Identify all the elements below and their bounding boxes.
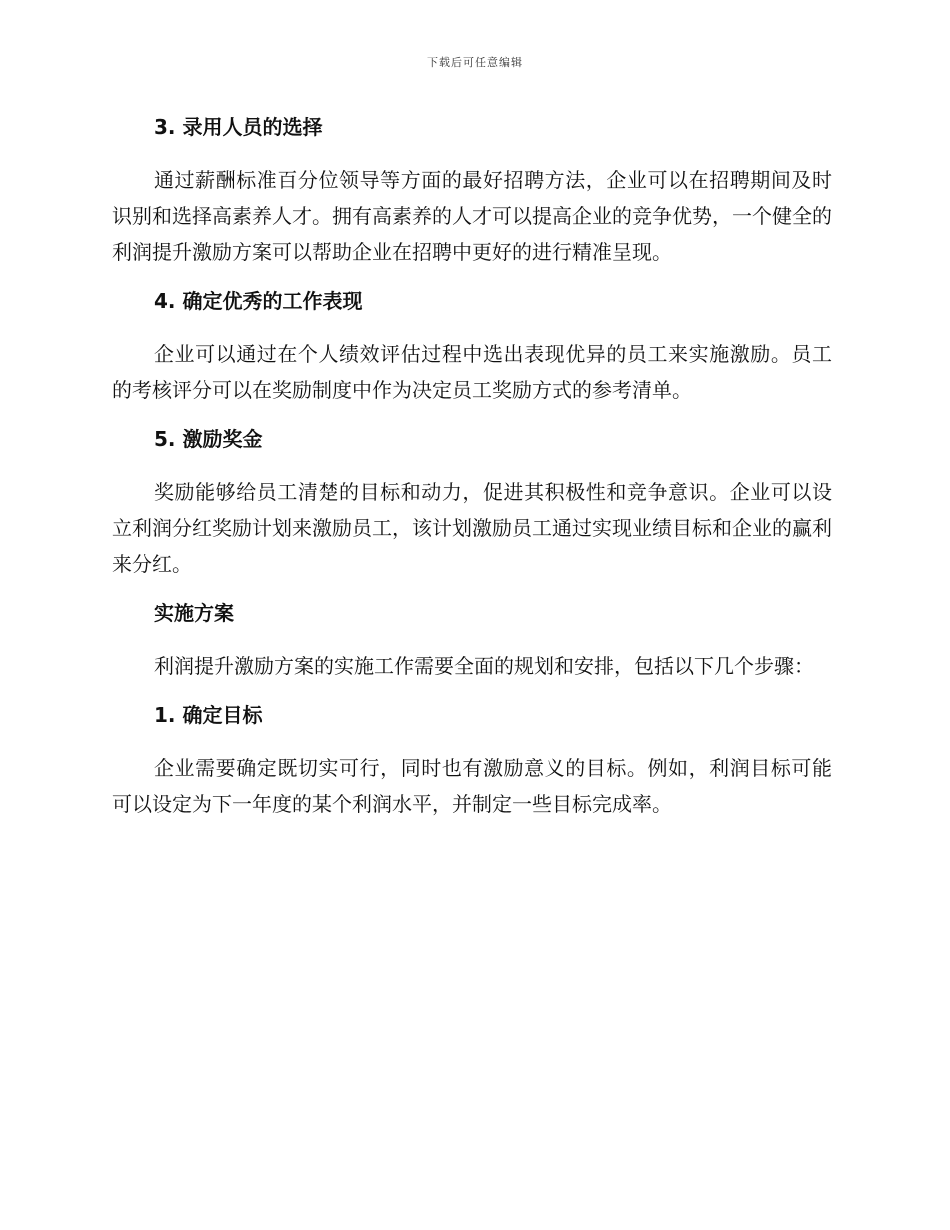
section-heading: 实施方案: [154, 601, 234, 625]
section-paragraph: 企业需要确定既切实可行，同时也有激励意义的目标。例如，利润目标可能可以设定为下一年度的某个利润水平，并制定一些目标完成率。: [112, 756, 832, 816]
page-header: 下载后可任意编辑: [427, 56, 523, 69]
section-heading: 5. 激励奖金: [154, 427, 263, 451]
section-heading: 3. 录用人员的选择: [154, 115, 323, 139]
document-body: [112, 110, 832, 822]
section-paragraph: 奖励能够给员工清楚的目标和动力，促进其积极性和竞争意识。企业可以设立利润分红奖励计划来激励员工，该计划激励员工通过实现业绩目标和企业的赢利来分红。: [112, 480, 832, 576]
section-paragraph: 利润提升激励方案的实施工作需要全面的规划和安排，包括以下几个步骤：: [154, 654, 814, 678]
section-paragraph: 企业可以通过在个人绩效评估过程中选出表现优异的员工来实施激励。员工的考核评分可以在奖励制度中作为决定员工奖励方式的参考清单。: [112, 342, 832, 402]
section-heading: 1. 确定目标: [154, 703, 263, 727]
section-heading: 4. 确定优秀的工作表现: [154, 289, 363, 313]
section-paragraph: 通过薪酬标准百分位领导等方面的最好招聘方法，企业可以在招聘期间及时识别和选择高素养人才。拥有高素养的人才可以提高企业的竞争优势，一个健全的利润提升激励方案可以帮助企业在招聘中更好的进行精准呈现。: [112, 168, 832, 264]
